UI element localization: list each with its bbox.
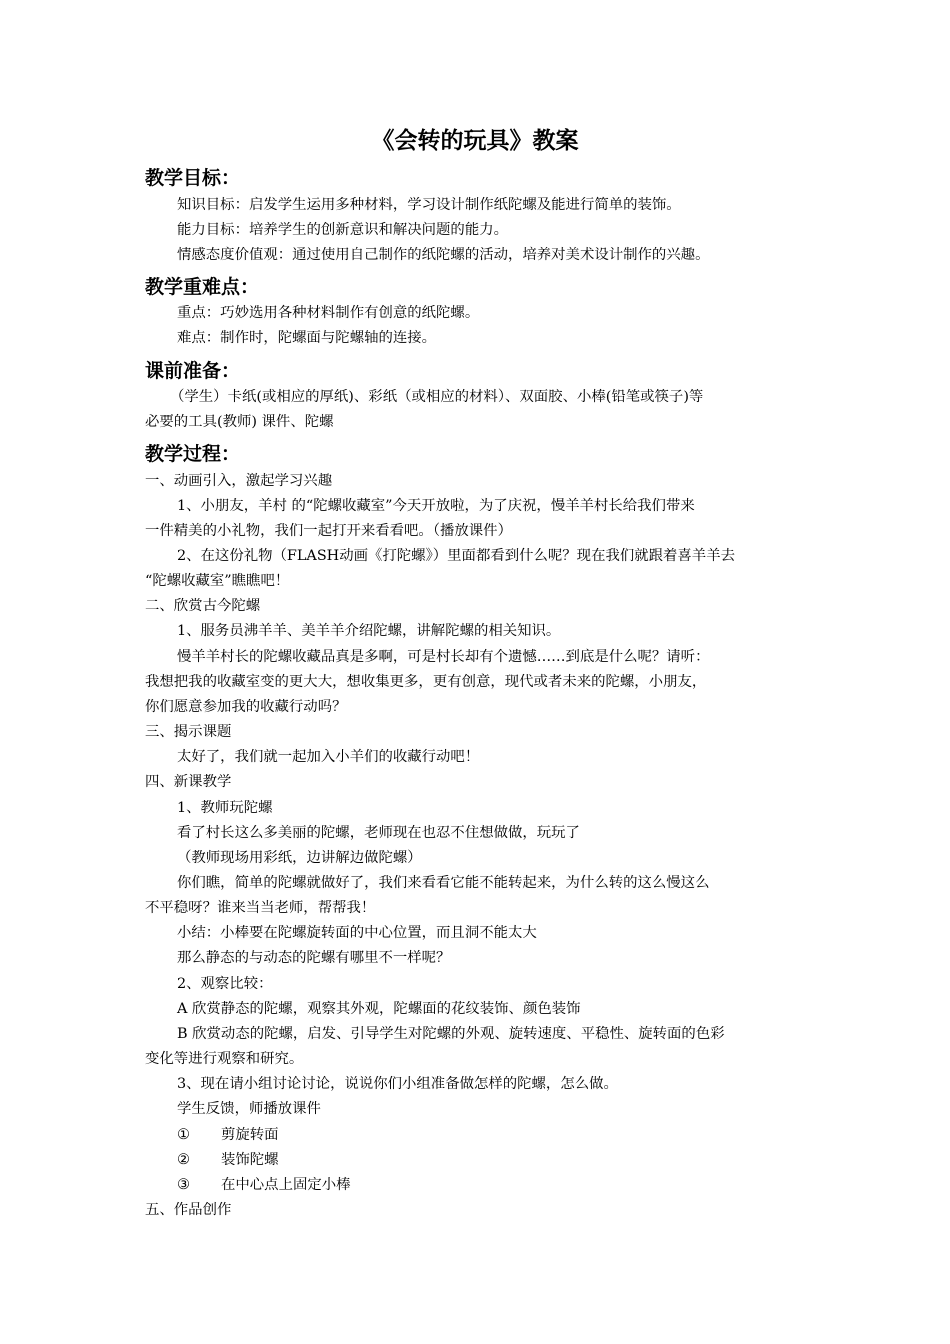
paragraph-line: 你们愿意参加我的收藏行动吗？	[145, 699, 347, 715]
prep-heading: 课前准备：	[145, 360, 241, 382]
paragraph-line: 变化等进行观察和研究。	[145, 1051, 304, 1067]
step-text: 装饰陀螺	[221, 1152, 279, 1168]
paragraph-line: （教师现场用彩纸，边讲解边做陀螺）	[177, 850, 422, 866]
paragraph-line: 学生反馈，师播放课件	[177, 1101, 321, 1117]
paragraph-line: “陀螺收藏室”瞧瞧吧！	[145, 573, 290, 589]
paragraph-line: 2、观察比较：	[177, 976, 273, 992]
step-number: ③	[177, 1177, 190, 1193]
paragraph-line: 一件精美的小礼物，我们一起打开来看看吧。（播放课件）	[145, 523, 512, 539]
step-number: ②	[177, 1152, 190, 1168]
paragraph-line: 1、服务员沸羊羊、美羊羊介绍陀螺，讲解陀螺的相关知识。	[177, 623, 561, 639]
objectives-heading: 教学目标：	[145, 167, 241, 189]
paragraph-line: 3、现在请小组讨论讨论，说说你们小组准备做怎样的陀螺，怎么做。	[177, 1076, 618, 1092]
keypoint-text: 重点：巧妙选用各种材料制作有创意的纸陀螺。	[177, 305, 480, 321]
paragraph-line: 1、教师玩陀螺	[177, 800, 273, 816]
paragraph-line: 我想把我的收藏室变的更大大，想收集更多，更有创意，现代或者未来的陀螺，小朋友，	[145, 674, 707, 690]
paragraph-line: 不平稳呀？谁来当当老师，帮帮我！	[145, 900, 376, 916]
section-heading: 四、新课教学	[145, 774, 232, 790]
difficulty-text: 难点：制作时，陀螺面与陀螺轴的连接。	[177, 330, 437, 346]
paragraph-line: 太好了，我们就一起加入小羊们的收藏行动吧！	[177, 749, 480, 765]
objective-knowledge: 知识目标：启发学生运用多种材料，学习设计制作纸陀螺及能进行简单的装饰。	[177, 197, 681, 213]
document-title: 《会转的玩具》教案	[371, 128, 579, 154]
step-item	[177, 1175, 842, 1195]
step-number: ①	[177, 1127, 190, 1143]
prep-line: （学生）卡纸(或相应的厚纸)、彩纸（或相应的材料）、双面胶、小棒(铅笔或筷子)等	[170, 389, 704, 405]
objective-ability: 能力目标：培养学生的创新意识和解决问题的能力。	[177, 222, 508, 238]
paragraph-line: 慢羊羊村长的陀螺收藏品真是多啊，可是村长却有个遗憾……到底是什么呢？请听：	[177, 649, 710, 665]
paragraph-line: 2、在这份礼物（FLASH动画《打陀螺》）里面都看到什么呢？现在我们就跟着喜羊羊去	[177, 548, 735, 564]
paragraph-line: B 欣赏动态的陀螺，启发、引导学生对陀螺的外观、旋转速度、平稳性、旋转面的色彩	[177, 1026, 725, 1042]
section-heading: 五、作品创作	[145, 1202, 232, 1218]
paragraph-line: 你们瞧，简单的陀螺就做好了，我们来看看它能不能转起来，为什么转的这么慢这么	[177, 875, 710, 891]
section-heading: 三、揭示课题	[145, 724, 232, 740]
prep-line: 必要的工具(教师) 课件、陀螺	[145, 414, 334, 430]
step-text: 在中心点上固定小棒	[221, 1177, 351, 1193]
section-heading: 一、动画引入，激起学习兴趣	[145, 473, 333, 489]
keypoints-heading: 教学重难点：	[145, 276, 260, 298]
paragraph-line: 看了村长这么多美丽的陀螺，老师现在也忍不住想做做，玩玩了	[177, 825, 580, 841]
paragraph-line: 1、小朋友，羊村 的“陀螺收藏室”今天开放啦，为了庆祝，慢羊羊村长给我们带来	[177, 498, 695, 514]
paragraph-line: A 欣赏静态的陀螺，观察其外观，陀螺面的花纹装饰、颜色装饰	[177, 1001, 581, 1017]
section-heading: 二、欣赏古今陀螺	[145, 598, 261, 614]
step-item	[177, 1125, 842, 1145]
process-heading: 教学过程：	[145, 443, 241, 465]
objective-emotion: 情感态度价值观：通过使用自己制作的纸陀螺的活动，培养对美术设计制作的兴趣。	[177, 247, 710, 263]
step-text: 剪旋转面	[221, 1127, 279, 1143]
paragraph-line: 小结：小棒要在陀螺旋转面的中心位置，而且洞不能太大	[177, 925, 537, 941]
paragraph-line: 那么静态的与动态的陀螺有哪里不一样呢？	[177, 950, 451, 966]
step-item	[177, 1150, 842, 1170]
